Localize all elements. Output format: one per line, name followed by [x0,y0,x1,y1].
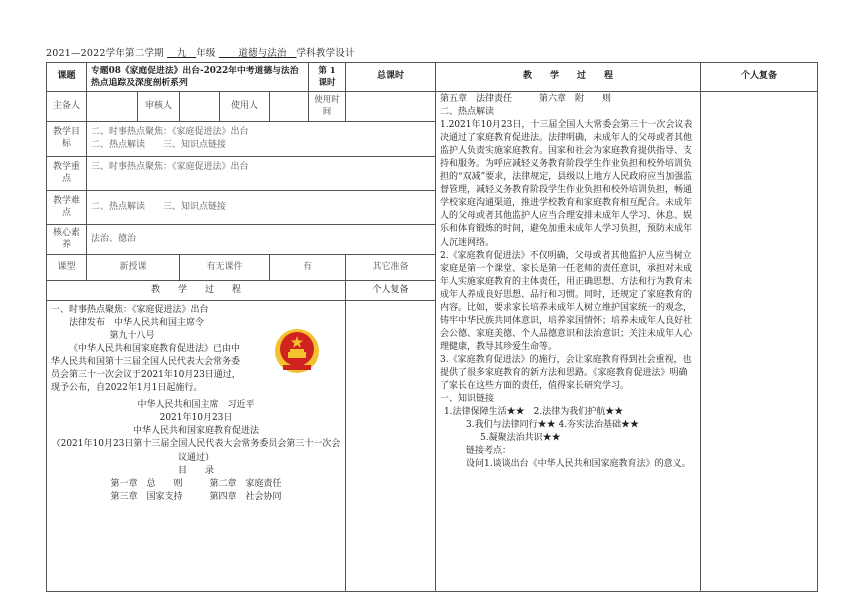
header-design: 学科教学设计 [296,48,355,59]
left-line: 中华人民共和国家庭教育促进法 [133,426,260,437]
left-paragraph: 《中华人民共和国家庭教育促进法》已由中华人民共和国第十三届全国人民代表大会常务委员会第三十一次会议于2021年10月23日通过，现予公布，自2022年1月1日起施行。 [51,344,241,394]
right-paragraph-1: 1.2021年10月23日，十三届全国人大常委会第三十一次会议表决通过了家庭教育促进法。法律明确，未成年人的父母或者其他监护人负责实施家庭教育。国家和社会为家庭教育提供指导、支持和服务。为呼应减轻义务教育阶段学生作业负担和校外培训负担的“双减”要求，法律规定，县级以上地方人民政府应当加强监督管理，减轻义务教育阶段学生作业负担和校外培训负担，畅通学校家庭沟通渠道，推进学校教育和家庭教育相互配合。未成年人的父母或者其他监护人应当合理安排未成年人学习、休息、娱乐和体育锻炼的时间，避免加重未成年人学习负担，预防未成年人沉迷网络。 [440,120,693,248]
core-value: 法治、德治 [87,225,436,255]
right-review-header: 个人复备 [701,63,818,92]
national-emblem-icon [273,327,321,375]
difficulty-value: 二、热点解读 三、知识点链接 [87,191,436,225]
page-header [46,45,355,59]
link-points: 链接考点： [466,446,512,457]
right-line: 一、知识链接 [440,394,495,405]
left-line: 法律发布 中华人民共和国主席令 [69,318,205,329]
knowledge-item: 3.我们与法律同行★★ 4.夯实法治基础★★ [466,420,640,431]
left-line: 一、时事热点聚焦：《家庭促进法》出台 [51,305,209,315]
knowledge-item: 5.凝聚法治共识★★ [480,433,561,444]
label-topic: 课题 [47,63,87,92]
left-line: 中华人民共和国主席 习近平 [137,400,255,411]
label-reviewer: 审核人 [138,92,180,122]
header-term: 学年第二学期 [105,48,164,59]
left-review-header: 个人复备 [346,281,436,301]
left-process-header: 教 学 过 程 [47,281,346,301]
label-total: 总课时 [346,63,436,92]
label-lead: 主备人 [47,92,87,122]
knowledge-item: 1.法律保障生活★★ 2.法律为我们护航★★ [444,407,624,418]
focus-value: 三、时事热点聚焦：《家庭促进法》出台 [87,157,436,191]
header-grade: 九 [176,48,187,59]
header-year: 2021—2022 [46,48,106,59]
left-process-content [47,301,346,592]
reviewer-value[interactable] [180,92,220,122]
topic-value: 专题08《家庭促进法》出台-2022年中考道德与法治热点追踪及深度剖析系列 [87,63,309,92]
label-core: 核心素养 [47,225,87,255]
label-user: 使用人 [220,92,270,122]
left-line: 第一章 总 则 第二章 家庭责任 [110,478,282,489]
left-review-content[interactable] [346,301,436,592]
label-difficulty: 教学难点 [47,191,87,225]
right-line: 二、热点解读 [440,107,495,118]
use-time-value[interactable] [346,92,436,122]
right-review-content[interactable] [701,92,818,592]
label-type: 课型 [47,255,87,281]
right-process-content [436,92,701,592]
left-line: （2021年10月23日第十三届全国人民代表大会常务委员会第三十一次会议通过） [51,439,341,463]
left-line: 目 录 [178,465,215,476]
label-focus: 教学重点 [47,157,87,191]
lesson-plan-table [46,62,818,592]
right-process-header: 教 学 过 程 [436,63,701,92]
right-line: 第五章 法律责任 第六章 附 则 [440,94,612,104]
right-paragraph-3: 3.《家庭教育促进法》的施行，会让家庭教育得到社会重视，也提供了很多家庭教育的新方法和思路。《家庭教育促进法》明确了家长在这些方面的责任，值得家长研究学习。 [440,354,692,392]
header-subject: 道德与法治 [238,48,287,59]
label-use-time: 使用时间 [309,92,346,122]
label-goals: 教学目标 [47,122,87,157]
label-period: 第 1 课时 [309,63,346,92]
type-value: 新授课 [87,255,180,281]
left-line: 2021年10月23日 [159,413,233,424]
label-other: 其它准备 [346,255,436,281]
label-courseware: 有无课件 [180,255,270,281]
lead-value[interactable] [87,92,138,122]
left-line: 第九十八号 [109,331,155,342]
left-line: 第三章 国家支持 第四章 社会协同 [110,491,282,502]
courseware-value: 有 [270,255,346,281]
header-grade-suffix: 年级 [196,48,216,59]
question-1: 设问1.谈谈出台《中华人民共和国家庭教育法》的意义。 [466,459,691,470]
user-value[interactable] [270,92,309,122]
goals-value: 二、时事热点聚焦：《家庭促进法》出台 二、热点解读 三、知识点链接 [87,122,436,157]
right-paragraph-2: 2.《家庭教育促进法》不仅明确，父母或者其他监护人应当树立家庭是第一个课堂、家长是第一任老师的责任意识，承担对未成年人实施家庭教育的主体责任，用正确思想、方法和行为教育未成年人养成良好思想、品行和习惯。同时，还规定了家庭教育的内容。比如，要求家长培养未成年人树立维护国家统一的观念，铸牢中华民族共同体意识，培养家国情怀；培养未成年人良好社会公德、家庭美德、个人品德意识和法治意识；关注未成年人心理健康，教导其珍爱生命等。 [440,250,693,352]
